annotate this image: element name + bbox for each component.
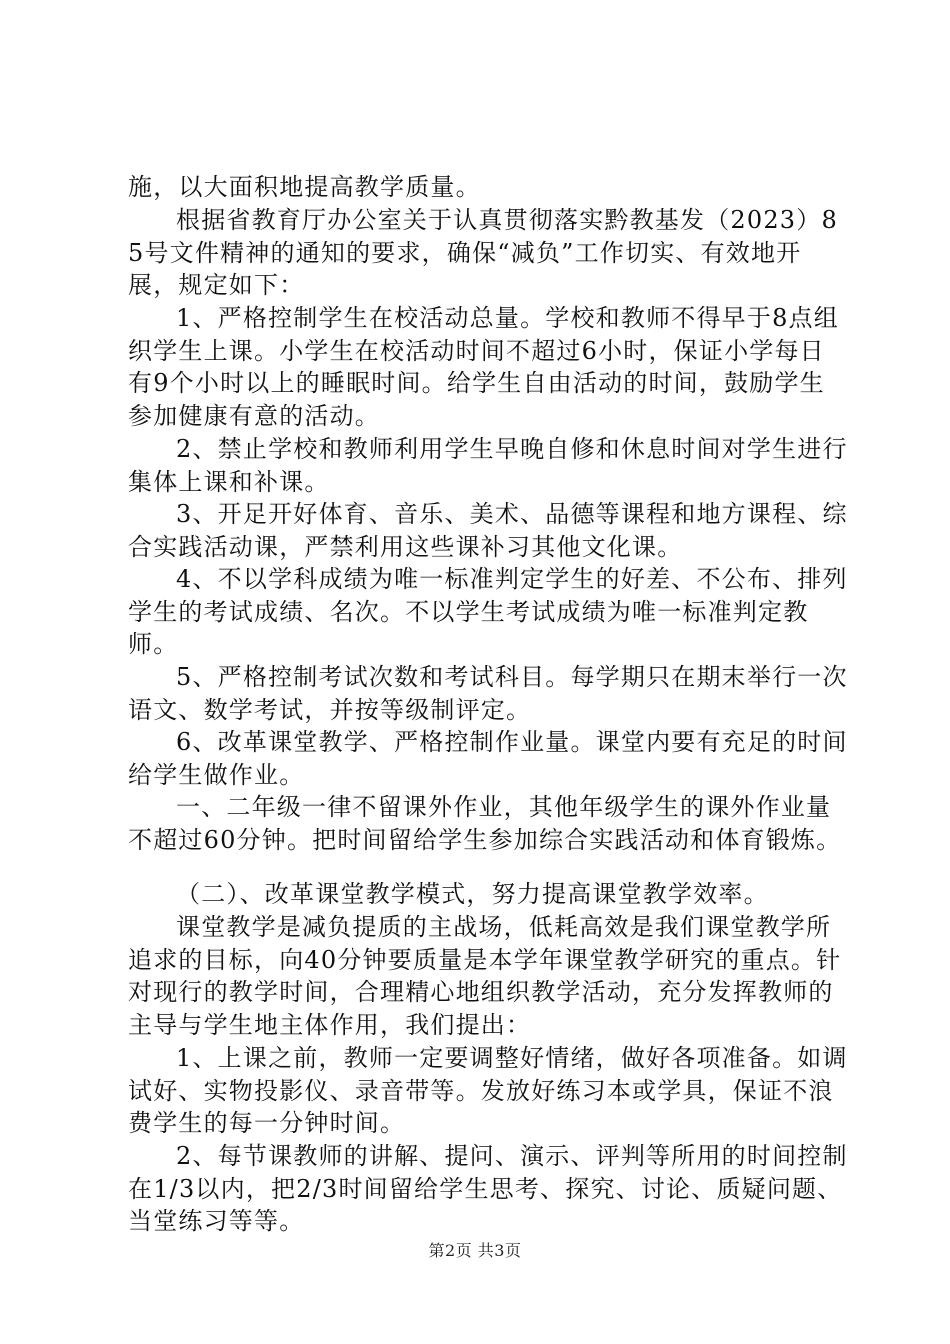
paragraph-6: 5、严格控制考试次数和考试科目。每学期只在期末举行一次语文、数学考试，并按等级制评定。	[128, 663, 848, 724]
paragraph-7: 6、改革课堂教学、严格控制作业量。课堂内要有充足的时间给学生做作业。	[128, 728, 848, 789]
paragraph-12: 2、每节课教师的讲解、提问、演示、评判等所用的时间控制在1/3以内，把2/3时间留给学生思考、探究、讨论、质疑问题、当堂练习等等。	[128, 1142, 848, 1236]
paragraph-0: 施，以大面积地提高教学质量。	[128, 173, 481, 201]
paragraph-5: 4、不以学科成绩为唯一标准判定学生的好差、不公布、排列学生的考试成绩、名次。不以学生考试成绩为唯一标准判定教师。	[128, 565, 848, 659]
paragraph-3: 2、禁止学校和教师利用学生早晚自修和休息时间对学生进行集体上课和补课。	[128, 435, 848, 496]
paragraph-1: 根据省教育厅办公室关于认真贯彻落实黔教基发（2023）85号文件精神的通知的要求，确保“减负”工作切实、有效地开展，规定如下：	[128, 206, 838, 300]
paragraph-4: 3、开足开好体育、音乐、美术、品德等课程和地方课程、综合实践活动课，严禁利用这些课补习其他文化课。	[128, 500, 848, 561]
paragraph-2: 1、严格控制学生在校活动总量。学校和教师不得早于8点组织学生上课。小学生在校活动时间不超过6小时，保证小学每日有9个小时以上的睡眠时间。给学生自由活动的时间，鼓励学生参加健康有意的活动。	[128, 304, 839, 431]
page-footer: 第2页 共3页	[428, 1241, 522, 1260]
paragraph-11: 1、上课之前，教师一定要调整好情绪，做好各项准备。如调试好、实物投影仪、录音带等。发放好练习本或学具，保证不浪费学生的每一分钟时间。	[128, 1044, 848, 1138]
paragraph-10: 课堂教学是减负提质的主战场，低耗高效是我们课堂教学所追求的目标，向40分钟要质量是本学年课堂教学研究的重点。针对现行的教学时间，合理精心地组织教学活动，充分发挥教师的主导与学生地主体作用，我们提出：	[128, 913, 842, 1040]
paragraph-8: 一、二年级一律不留课外作业，其他年级学生的课外作业量不超过60分钟。把时间留给学生参加综合实践活动和体育锻炼。	[128, 793, 842, 854]
section-heading: （二）、改革课堂教学模式，努力提高课堂教学效率。	[176, 880, 769, 908]
